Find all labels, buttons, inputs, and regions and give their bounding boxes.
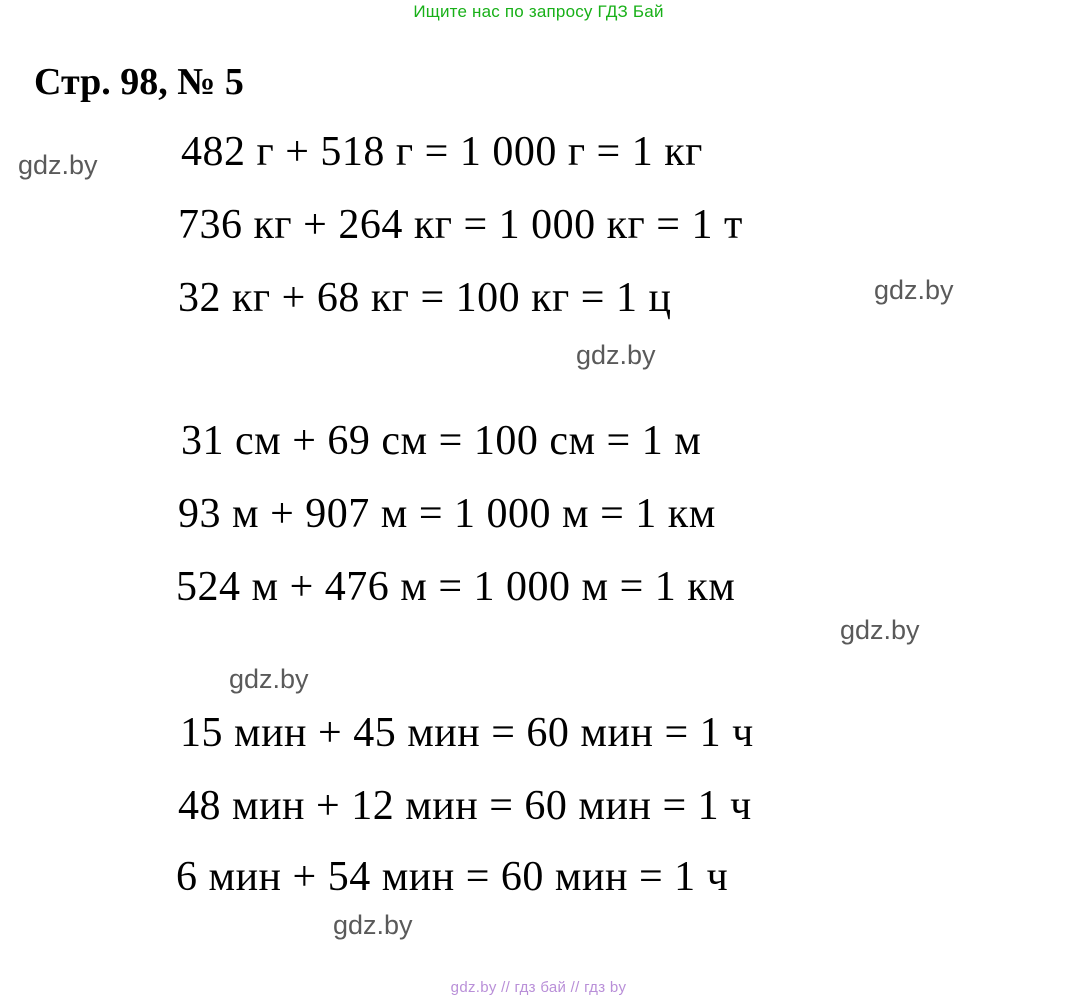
footer-links: gdz.by // гдз бай // гдз by	[450, 979, 627, 996]
equation-line: 48 мин + 12 мин = 60 мин = 1 ч	[178, 783, 752, 829]
equation-line: 93 м + 907 м = 1 000 м = 1 км	[178, 491, 716, 537]
promo-banner: Ищите нас по запросу ГДЗ Бай	[413, 2, 664, 21]
equation-line: 482 г + 518 г = 1 000 г = 1 кг	[181, 129, 703, 175]
equation-line: 736 кг + 264 кг = 1 000 кг = 1 т	[178, 202, 743, 248]
watermark: gdz.by	[229, 664, 309, 694]
equation-line: 6 мин + 54 мин = 60 мин = 1 ч	[176, 854, 729, 900]
watermark: gdz.by	[874, 275, 954, 305]
equation-line: 524 м + 476 м = 1 000 м = 1 км	[176, 564, 736, 610]
equation-line: 15 мин + 45 мин = 60 мин = 1 ч	[180, 710, 754, 756]
watermark: gdz.by	[18, 150, 98, 180]
watermark: gdz.by	[333, 910, 413, 940]
watermark: gdz.by	[576, 340, 656, 370]
page-title: Стр. 98, № 5	[34, 61, 244, 103]
equation-line: 32 кг + 68 кг = 100 кг = 1 ц	[178, 275, 672, 321]
watermark: gdz.by	[840, 615, 920, 645]
equation-line: 31 см + 69 см = 100 см = 1 м	[181, 418, 702, 464]
